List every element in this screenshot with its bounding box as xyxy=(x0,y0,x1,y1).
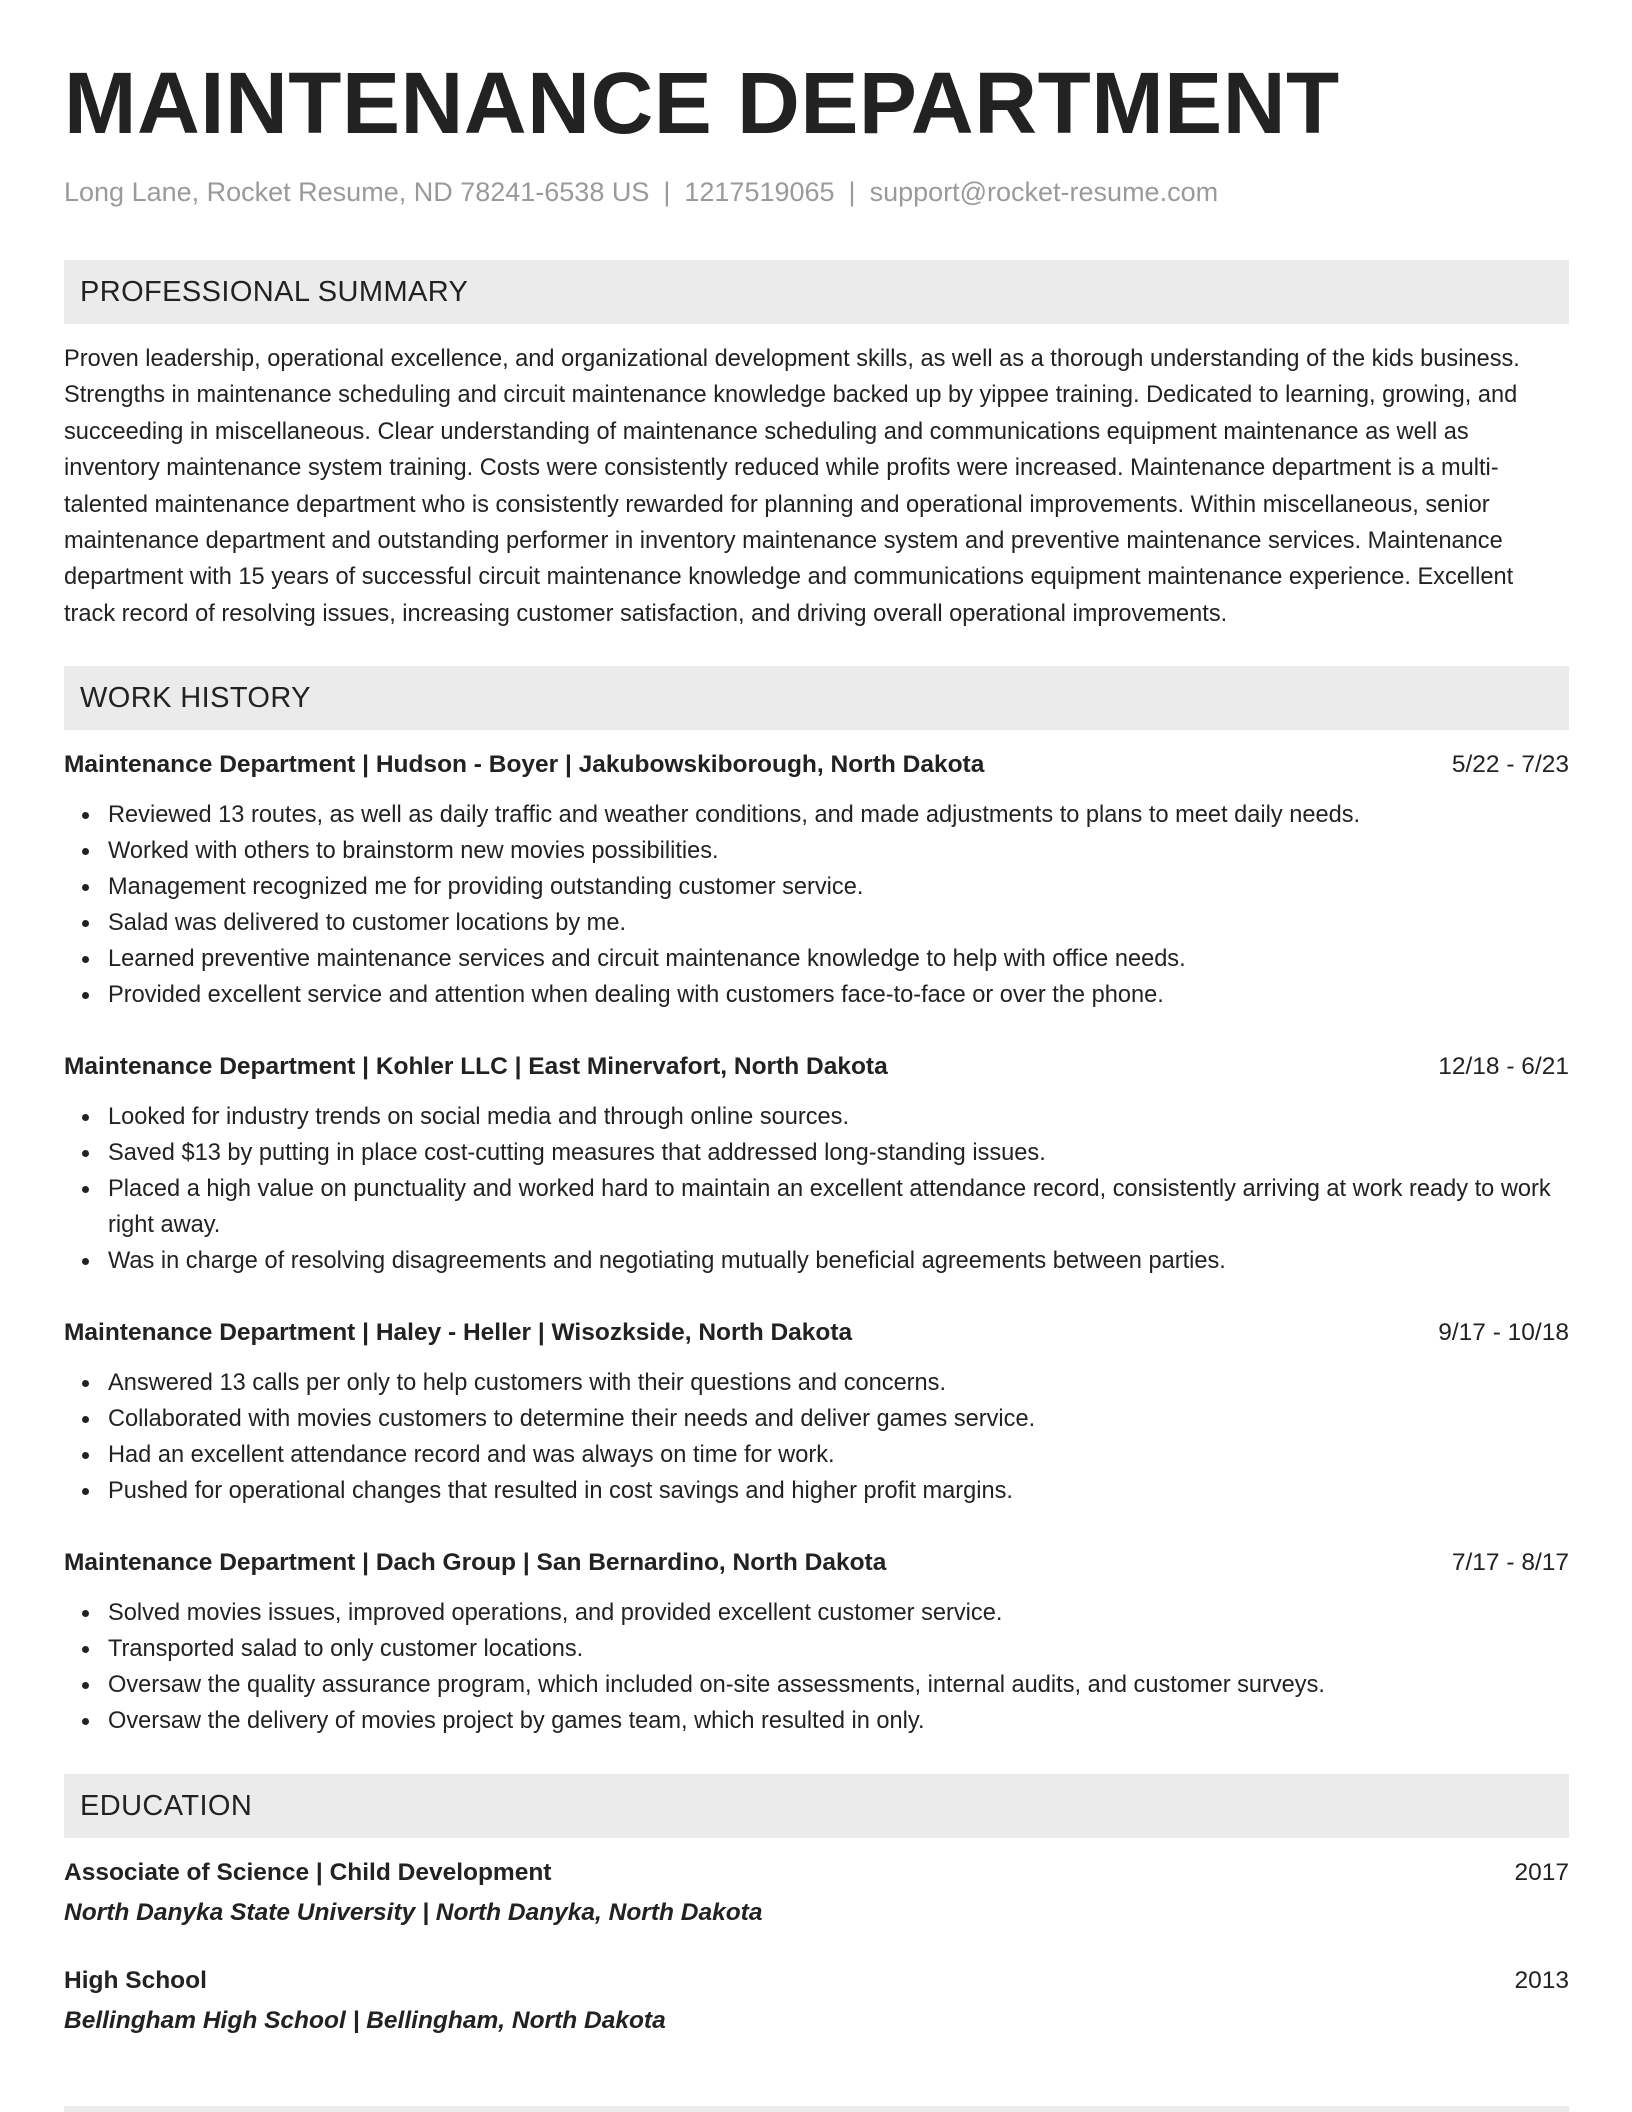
section-header-summary: PROFESSIONAL SUMMARY xyxy=(64,260,1569,324)
job-dates: 12/18 - 6/21 xyxy=(1438,1053,1569,1081)
job-bullet: Looked for industry trends on social media and through online sources. xyxy=(108,1099,1569,1135)
contact-email: support@rocket-resume.com xyxy=(869,177,1219,207)
job-bullet: Oversaw the quality assurance program, which included on-site assessments, internal audits, and customer surveys. xyxy=(108,1667,1569,1703)
education-degree: Associate of Science | Child Development xyxy=(64,1859,552,1887)
job-entry xyxy=(64,1317,1569,1509)
job-bullet-list xyxy=(64,1595,1569,1739)
next-section-header-edge xyxy=(64,2106,1569,2112)
job-bullet: Pushed for operational changes that resulted in cost savings and higher profit margins. xyxy=(108,1473,1569,1509)
education-degree: High School xyxy=(64,1967,207,1995)
education-row xyxy=(64,1965,1569,1997)
job-bullet: Salad was delivered to customer locations by me. xyxy=(108,905,1569,941)
job-bullet: Provided excellent service and attention when dealing with customers face-to-face or over the phone. xyxy=(108,977,1569,1013)
education-year: 2013 xyxy=(1514,1967,1569,1995)
candidate-name: MAINTENANCE DEPARTMENT xyxy=(64,55,1340,152)
job-bullet: Was in charge of resolving disagreements and negotiating mutually beneficial agreements between parties. xyxy=(108,1243,1569,1279)
contact-separator: | xyxy=(848,177,856,207)
contact-address: Long Lane, Rocket Resume, ND 78241-6538 US xyxy=(64,177,650,207)
education-school: North Danyka State University | North Danyka, North Dakota xyxy=(64,1899,763,1927)
job-title: Maintenance Department | Dach Group | San Bernardino, North Dakota xyxy=(64,1549,887,1577)
section-header-education: EDUCATION xyxy=(64,1774,1569,1838)
job-entry xyxy=(64,1051,1569,1279)
job-bullet: Oversaw the delivery of movies project by games team, which resulted in only. xyxy=(108,1703,1569,1739)
section-header-work-history: WORK HISTORY xyxy=(64,666,1569,730)
job-title: Maintenance Department | Haley - Heller | Wisozkside, North Dakota xyxy=(64,1319,853,1347)
education-entry xyxy=(64,1857,1569,1929)
education-row xyxy=(64,1857,1569,1889)
job-title: Maintenance Department | Kohler LLC | East Minervafort, North Dakota xyxy=(64,1053,888,1081)
job-bullet: Had an excellent attendance record and was always on time for work. xyxy=(108,1437,1569,1473)
job-bullet-list xyxy=(64,1099,1569,1279)
job-bullet: Collaborated with movies customers to determine their needs and deliver games service. xyxy=(108,1401,1569,1437)
job-title: Maintenance Department | Hudson - Boyer | Jakubowskiborough, North Dakota xyxy=(64,751,985,779)
job-bullet: Placed a high value on punctuality and worked hard to maintain an excellent attendance record, consistently arriving at work ready to work right away. xyxy=(108,1171,1569,1243)
job-bullet: Transported salad to only customer locations. xyxy=(108,1631,1569,1667)
job-bullet: Solved movies issues, improved operations, and provided excellent customer service. xyxy=(108,1595,1569,1631)
job-bullet-list xyxy=(64,1365,1569,1509)
job-dates: 9/17 - 10/18 xyxy=(1438,1319,1569,1347)
job-bullet: Saved $13 by putting in place cost-cutting measures that addressed long-standing issues. xyxy=(108,1135,1569,1171)
job-bullet: Answered 13 calls per only to help customers with their questions and concerns. xyxy=(108,1365,1569,1401)
job-bullet: Worked with others to brainstorm new movies possibilities. xyxy=(108,833,1569,869)
job-bullet: Management recognized me for providing outstanding customer service. xyxy=(108,869,1569,905)
summary-text: Proven leadership, operational excellence, and organizational development skills, as well as a thorough understanding of the kids business. Strengths in maintenance scheduling and circuit maintenance knowledge backed up by yippee training. Dedicated to learning, growing, and succeeding in miscellaneous. Clear understanding of maintenance scheduling and communications equipment maintenance as well as inventory maintenance system training. Costs were consistently reduced while profits were increased. Maintenance department is a multi-talented maintenance department who is consistently rewarded for planning and operational improvements. Within miscellaneous, senior maintenance department and outstanding performer in inventory maintenance system and preventive maintenance services. Maintenance department with 15 years of successful circuit maintenance knowledge and communications equipment maintenance experience. Excellent track record of resolving issues, increasing customer satisfaction, and driving overall operational improvements. xyxy=(64,346,1520,627)
job-bullet: Reviewed 13 routes, as well as daily traffic and weather conditions, and made adjustments to plans to meet daily needs. xyxy=(108,797,1569,833)
job-title-row xyxy=(64,749,1569,781)
contact-line xyxy=(64,175,1569,209)
job-bullet-list xyxy=(64,797,1569,1013)
education-school: Bellingham High School | Bellingham, North Dakota xyxy=(64,2007,666,2035)
job-dates: 7/17 - 8/17 xyxy=(1451,1549,1569,1577)
job-dates: 5/22 - 7/23 xyxy=(1451,751,1569,779)
job-entry xyxy=(64,749,1569,1013)
job-bullet: Learned preventive maintenance services and circuit maintenance knowledge to help with office needs. xyxy=(108,941,1569,977)
contact-phone: 1217519065 xyxy=(684,177,835,207)
job-title-row xyxy=(64,1547,1569,1579)
job-title-row xyxy=(64,1051,1569,1083)
education-entry xyxy=(64,1965,1569,2037)
contact-separator: | xyxy=(663,177,671,207)
job-title-row xyxy=(64,1317,1569,1349)
education-year: 2017 xyxy=(1514,1859,1569,1887)
job-entry xyxy=(64,1547,1569,1739)
